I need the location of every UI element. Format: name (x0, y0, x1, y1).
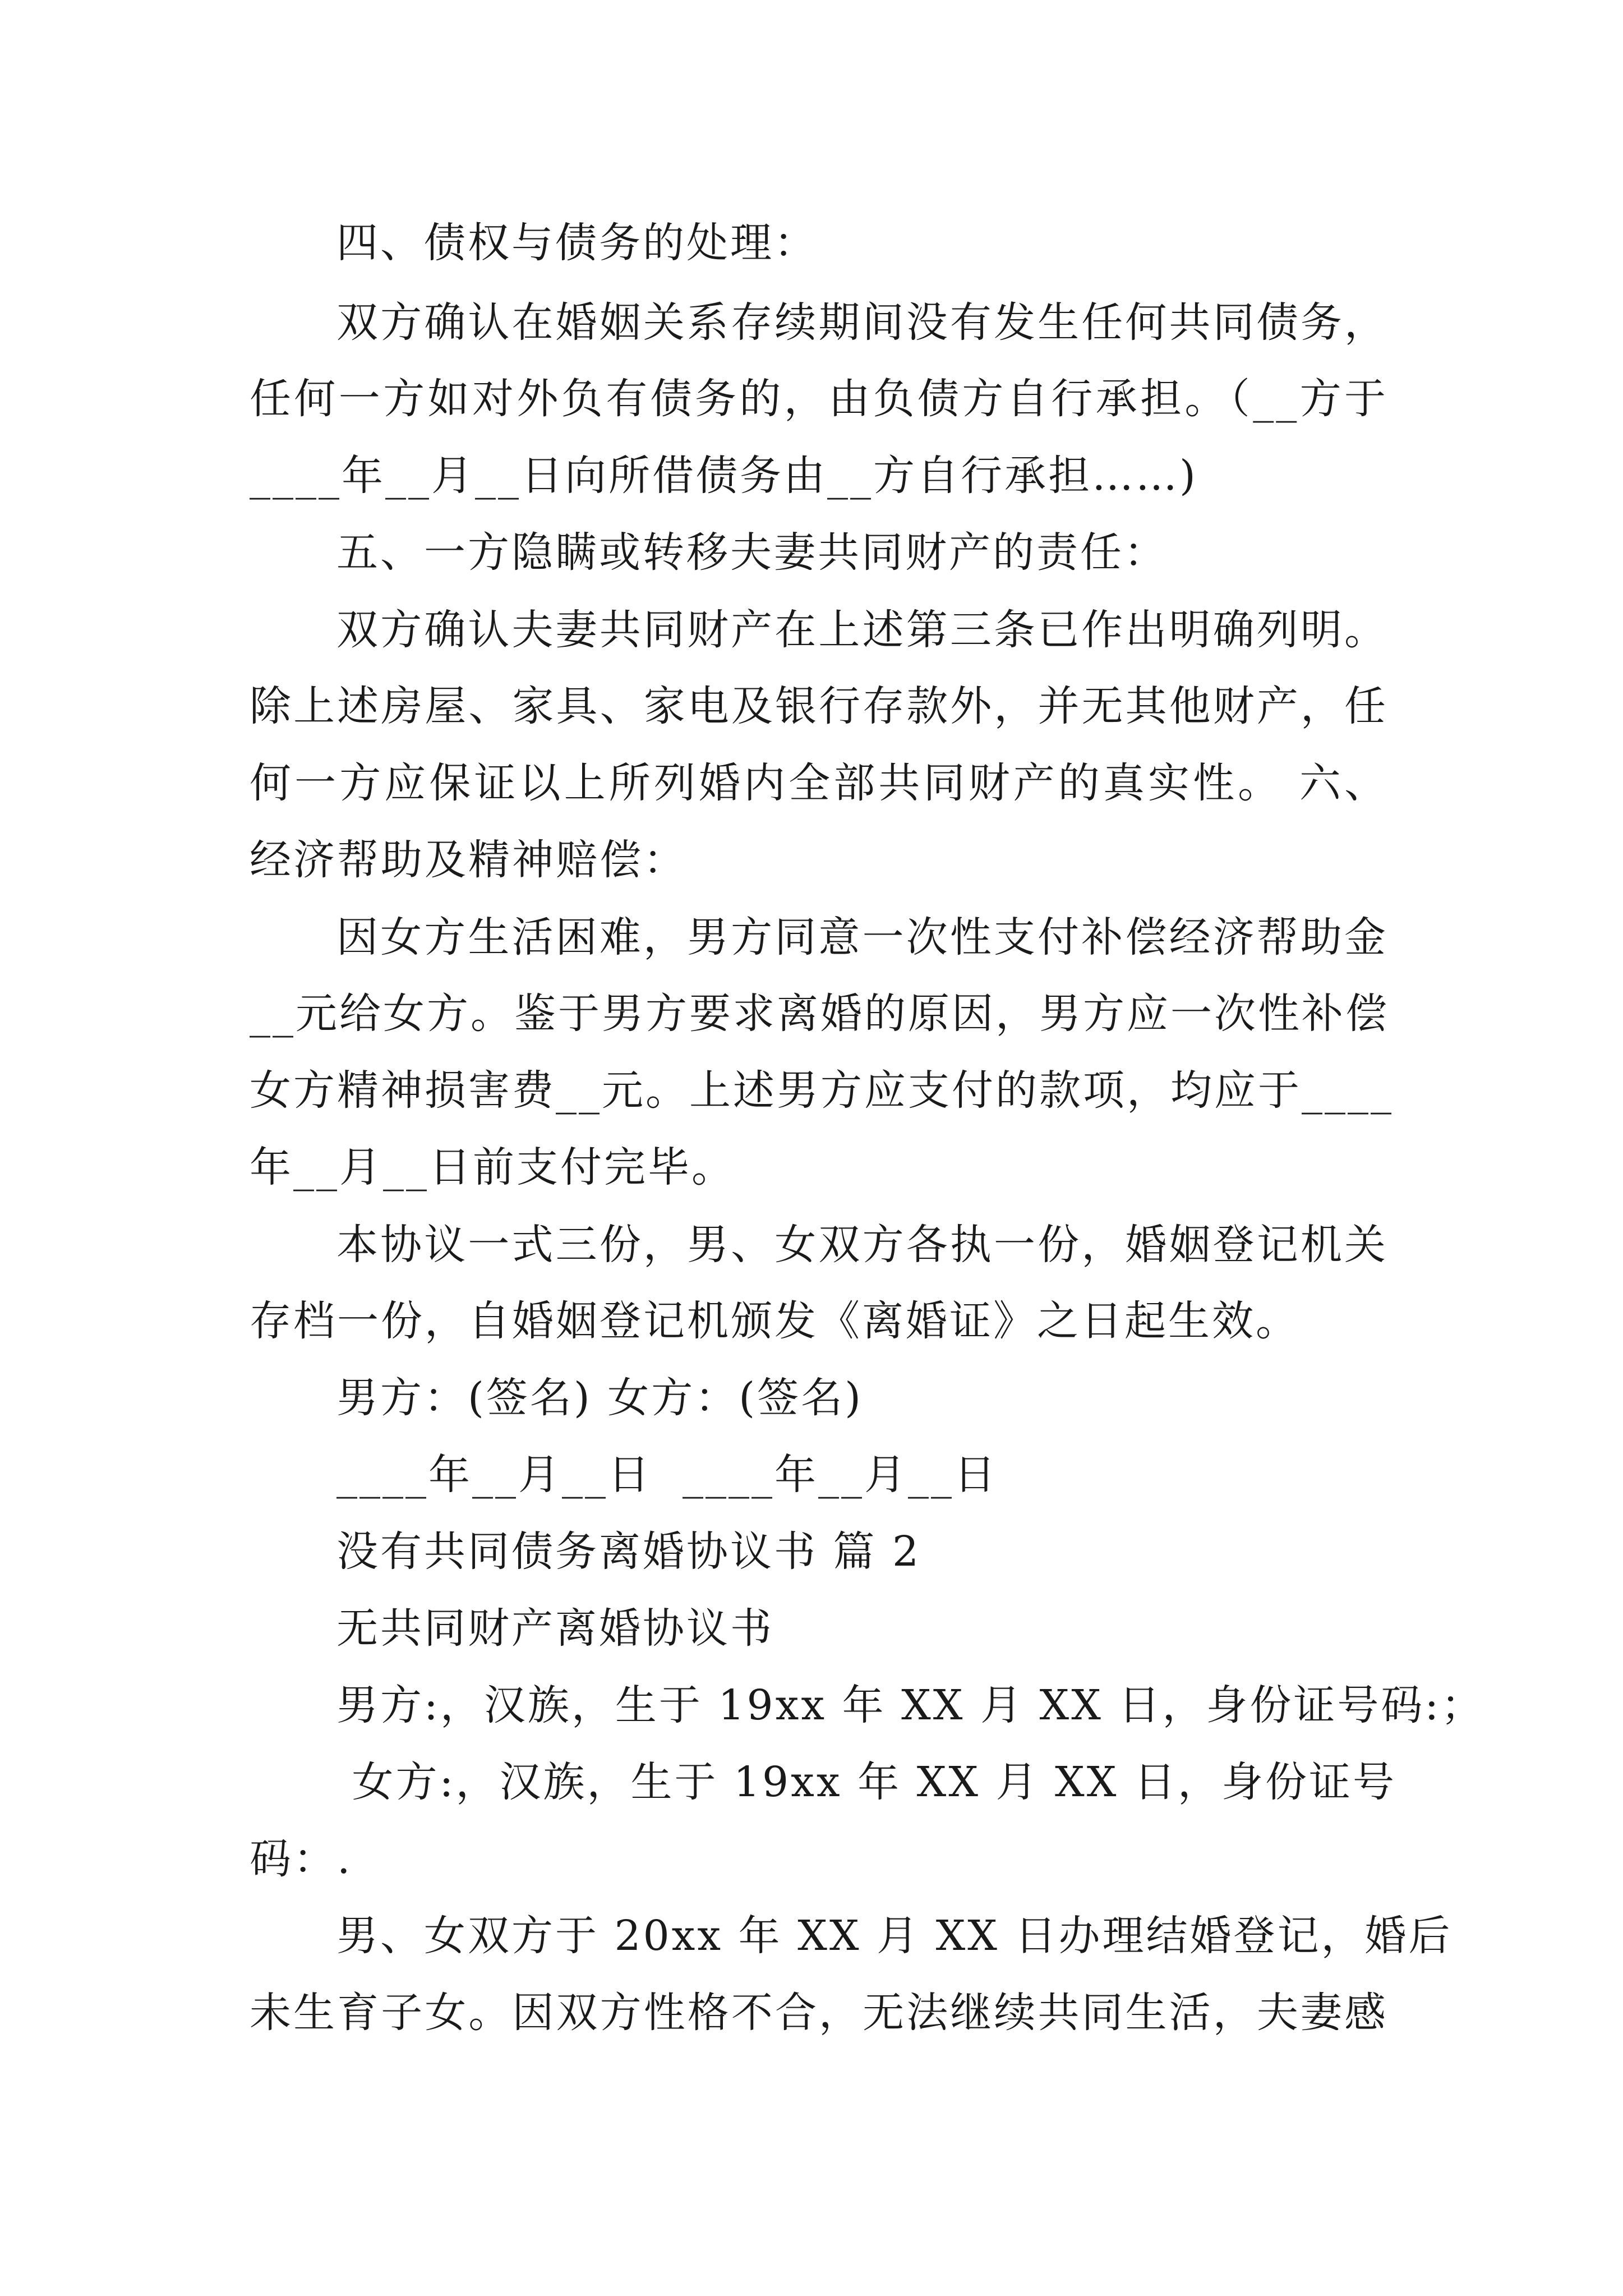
male-party-info: 男方:，汉族，生于 19xx 年 XX 月 XX 日，身份证号码:； (336, 1681, 1485, 1729)
paragraph-line: 存档一份，自婚姻登记机颁发《离婚证》之日起生效。 (250, 1297, 1299, 1345)
paragraph-line: 码：. (250, 1835, 353, 1883)
paragraph-line: 本协议一式三份，男、女双方各执一份，婚姻登记机关 (336, 1221, 1388, 1269)
paragraph-line: ____年__月__日向所借债务由__方自行承担……) (250, 452, 1198, 500)
paragraph-line: 女方精神损害费__元。上述男方应支付的款项，均应于____ (250, 1066, 1394, 1115)
paragraph-line: 未生育子女。因双方性格不合，无法继续共同生活，夫妻感 (250, 1989, 1388, 2037)
paragraph-line: 年__月__日前支付完毕。 (250, 1143, 735, 1191)
paragraph-line: 何一方应保证以上所列婚内全部共同财产的真实性。 六、 (250, 759, 1388, 807)
paragraph-line: __元给女方。鉴于男方要求离婚的原因，男方应一次性补偿 (250, 990, 1389, 1038)
date-line: ____年__月__日 ____年__月__日 (336, 1451, 998, 1499)
female-party-info: 女方:，汉族，生于 19xx 年 XX 月 XX 日，身份证号 (336, 1758, 1396, 1806)
paragraph-line: 任何一方如对外负有债务的，由负债方自行承担。（__方于 (250, 375, 1388, 423)
paragraph-line: 除上述房屋、家具、家电及银行存款外，并无其他财产，任 (250, 682, 1388, 730)
agreement-title: 无共同财产离婚协议书 (336, 1604, 774, 1653)
paragraph-line: 因女方生活困难，男方同意一次性支付补偿经济帮助金 (336, 913, 1388, 961)
section-six-heading: 经济帮助及精神赔偿： (250, 836, 687, 884)
article-title: 没有共同债务离婚协议书 篇 2 (336, 1527, 921, 1576)
paragraph-line: 双方确认夫妻共同财产在上述第三条已作出明确列明。 (336, 606, 1388, 654)
paragraph-line: 双方确认在婚姻关系存续期间没有发生任何共同债务， (336, 298, 1388, 347)
section-five-heading: 五、一方隐瞒或转移夫妻共同财产的责任： (336, 528, 1168, 577)
paragraph-line: 男、女双方于 20xx 年 XX 月 XX 日办理结婚登记，婚后 (336, 1912, 1453, 1960)
signature-line: 男方：(签名) 女方：(签名) (336, 1374, 864, 1422)
section-four-heading: 四、债权与债务的处理： (336, 219, 818, 267)
